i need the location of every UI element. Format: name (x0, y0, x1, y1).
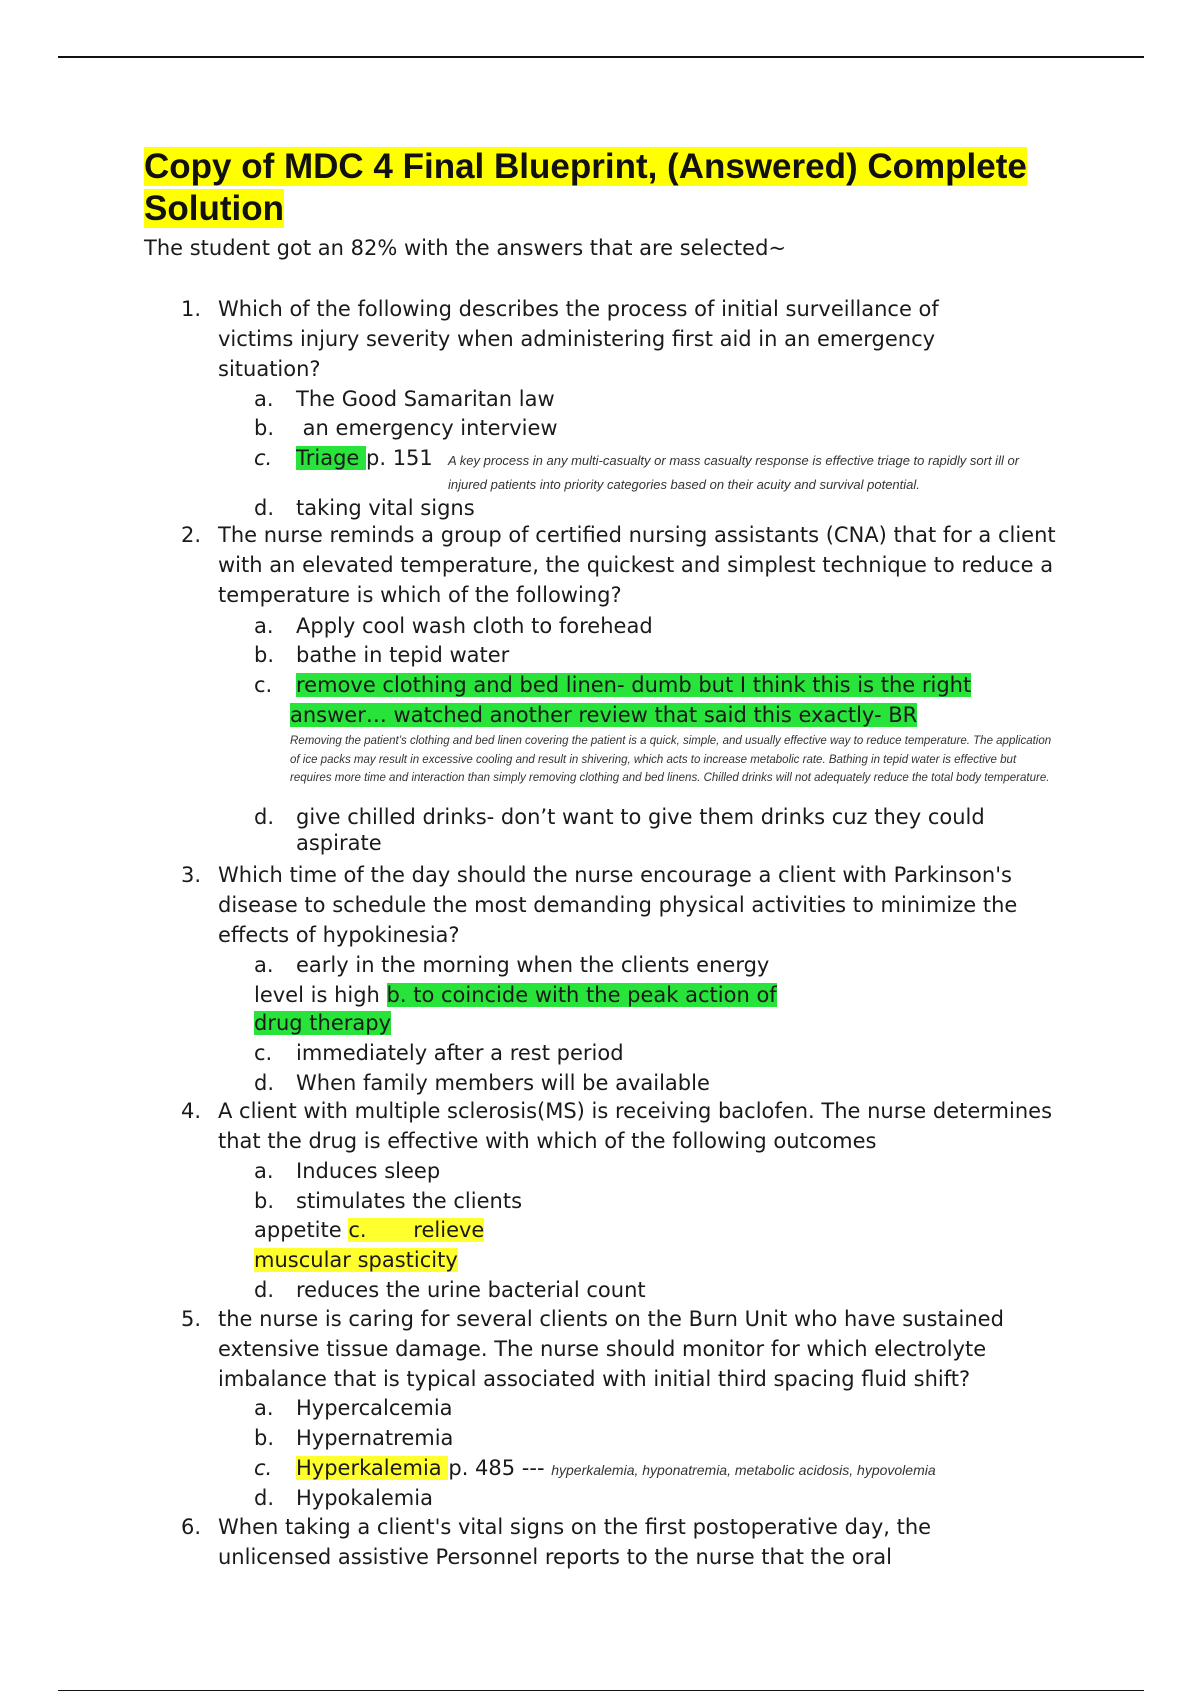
question-1-text: Which of the following describes the process of initial surveillance of victims injury severity when administering first aid in an emergency situation? (218, 297, 939, 381)
question-3-option-b-cont: drug therapy (254, 1011, 392, 1035)
question-1-option-c: c. Triage p. 151 (254, 446, 433, 470)
question-1-rationale: A key process in any multi-casualty or mass casualty response is effective triage to rapidly sort ill or injured patients into priority categories based on their acuity and survival potential. (448, 453, 1020, 492)
question-2-text: The nurse reminds a group of certified nursing assistants (CNA) that for a client with an elevated temperature, the quickest and simplest technique to reduce a temperature is which of the following? (218, 523, 1056, 607)
top-rule (58, 56, 1144, 58)
question-3-option-a-cont: level is high b. to coincide with the peak action of (254, 983, 777, 1007)
question-3-number: 3. (181, 863, 202, 887)
question-3-option-a: a. early in the morning when the clients energy (254, 953, 770, 977)
question-1-option-d: d. taking vital signs (254, 496, 475, 520)
question-4-number: 4. (181, 1099, 202, 1123)
selected-answer-highlight: b. to coincide with the peak action of (386, 983, 777, 1007)
question-1-option-b: b. an emergency interview (254, 416, 558, 440)
question-4-option-a: a. Induces sleep (254, 1159, 441, 1183)
selected-answer-highlight: Hyperkalemia (296, 1456, 449, 1480)
question-6-text: When taking a client's vital signs on the first postoperative day, the unlicensed assistive Personnel reports to the nurse that the oral (218, 1515, 932, 1569)
intro-text: The student got an 82% with the answers that are selected~ (144, 236, 787, 260)
question-2-option-d: d. give chilled drinks- don’t want to give them drinks cuz they could aspirate (254, 805, 985, 855)
question-4-option-d: d. reduces the urine bacterial count (254, 1278, 646, 1302)
question-2-option-c: c. remove clothing and bed linen- dumb but I think this is the right (254, 673, 972, 697)
question-1-option-a: a. The Good Samaritan law (254, 387, 555, 411)
question-3-option-d: d. When family members will be available (254, 1071, 710, 1095)
question-2-option-b: b. bathe in tepid water (254, 643, 510, 667)
question-4-option-b-cont: appetite c. relieve (254, 1218, 485, 1242)
question-4-option-b: b. stimulates the clients (254, 1189, 523, 1213)
question-4-text: A client with multiple sclerosis(MS) is receiving baclofen. The nurse determines that the drug is effective with which of the following outcomes (218, 1099, 1053, 1153)
question-2-number: 2. (181, 523, 202, 547)
question-3-text: Which time of the day should the nurse encourage a client with Parkinson's disease to schedule the most demanding physical activities to minimize the effects of hypokinesia? (218, 863, 1018, 947)
question-5-option-d: d. Hypokalemia (254, 1486, 433, 1510)
question-4-option-c-cont: muscular spasticity (254, 1248, 458, 1272)
question-1-number: 1. (181, 297, 202, 321)
question-5-text: the nurse is caring for several clients on the Burn Unit who have sustained extensive tissue damage. The nurse should monitor for which electrolyte imbalance that is typical associated with initial third spacing fluid shift? (218, 1307, 1004, 1391)
question-5-option-b: b. Hypernatremia (254, 1426, 454, 1450)
bottom-rule (58, 1690, 1144, 1691)
question-5-option-a: a. Hypercalcemia (254, 1396, 453, 1420)
question-5-number: 5. (181, 1307, 202, 1331)
question-5-option-c: c. Hyperkalemia p. 485 --- hyperkalemia, hyponatremia, metabolic acidosis, hypovolemia (254, 1456, 936, 1480)
question-6-number: 6. (181, 1515, 202, 1539)
question-2-option-a: a. Apply cool wash cloth to forehead (254, 614, 653, 638)
selected-answer-highlight: remove clothing and bed linen- dumb but I think this is the right (296, 673, 972, 697)
document-title: Copy of MDC 4 Final Blueprint, (Answered) Complete Solution (144, 147, 1027, 228)
selected-answer-highlight: Triage (296, 446, 367, 470)
selected-answer-highlight: c. relieve (348, 1218, 485, 1242)
question-3-option-c: c. immediately after a rest period (254, 1041, 624, 1065)
question-2-option-c-cont: answer… watched another review that said this exactly- BR (290, 703, 918, 727)
question-2-rationale: Removing the patient’s clothing and bed linen covering the patient is a quick, simple, and usually effective way to reduce temperature. The application of ice packs may result in excessive cooling and result in shivering, which acts to increase metabolic rate. Bathing in tepid water is effective but requires more time and interaction than simply removing clothing and bed linens. Chilled drinks will not adequately reduce the total body temperature. (290, 735, 1052, 784)
